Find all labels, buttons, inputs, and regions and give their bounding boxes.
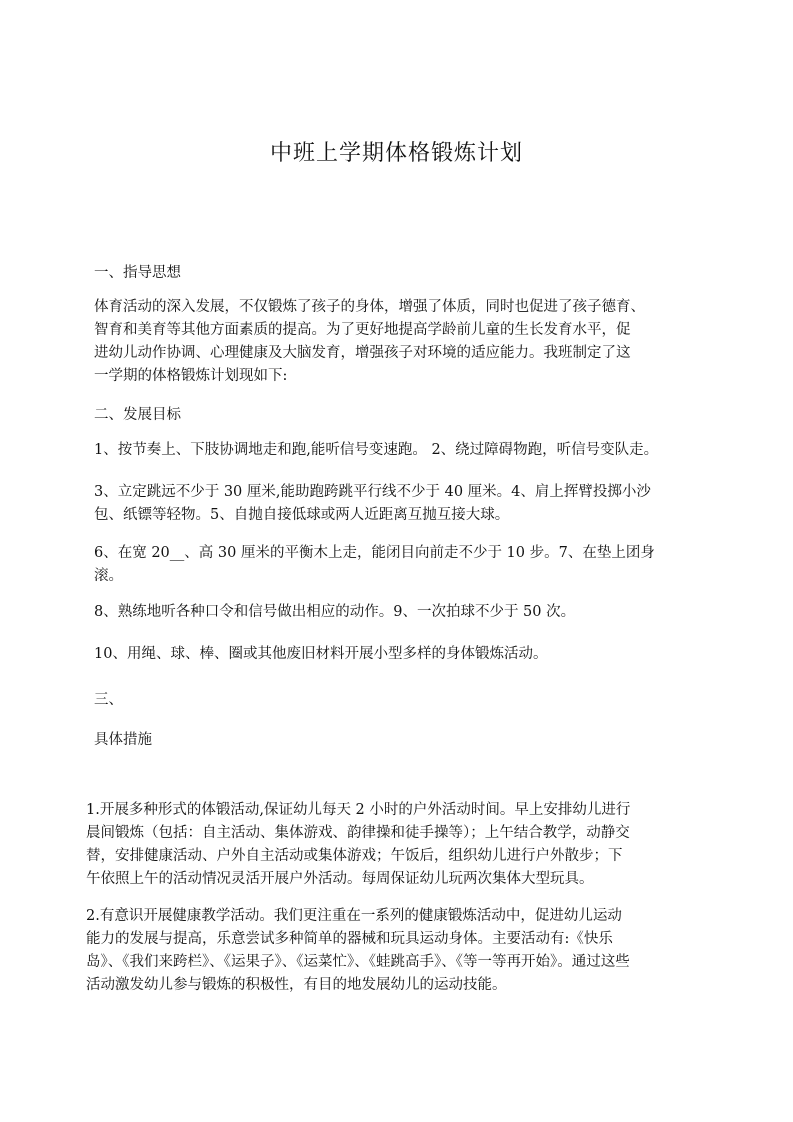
section-heading-development-goals: 二、发展目标 xyxy=(94,407,181,423)
paragraph-line: 1.开展多种形式的体锻活动,保证幼儿每天 2 小时的户外活动时间。早上安排幼儿进行 xyxy=(86,802,631,818)
paragraph-line: 活动激发幼儿参与锻炼的积极性，有目的地发展幼儿的运动技能。 xyxy=(86,977,507,993)
paragraph-line: 6、在宽 20__、高 30 厘米的平衡木上走，能闭目向前走不少于 10 步。7、在垫上团身 xyxy=(94,545,655,561)
goal-item-8-9: 8、熟练地听各种口令和信号做出相应的动作。9、一次拍球不少于 50 次。 xyxy=(94,604,576,620)
paragraph-line: 午依照上午的活动情况灵活开展户外活动。每周保证幼儿玩两次集体大型玩具。 xyxy=(86,871,594,887)
paragraph-line: 体育活动的深入发展，不仅锻炼了孩子的身体，增强了体质，同时也促进了孩子德育、 xyxy=(94,299,645,315)
goal-item-3-5 xyxy=(94,481,651,527)
guiding-ideology-paragraph xyxy=(94,296,645,388)
paragraph-line: 2.有意识开展健康教学活动。我们更注重在一系列的健康锻炼活动中，促进幼儿运动 xyxy=(86,908,622,924)
goal-item-6-7 xyxy=(94,542,655,588)
paragraph-line: 晨间锻炼（包括：自主活动、集体游戏、韵律操和徒手操等）；上午结合教学，动静交 xyxy=(86,825,630,841)
section-heading-specific-measures: 具体措施 xyxy=(94,732,152,748)
paragraph-line: 智育和美育等其他方面素质的提高。为了更好地提高学龄前儿童的生长发育水平，促 xyxy=(94,322,631,338)
section-heading-guiding-ideology: 一、指导思想 xyxy=(94,265,181,281)
paragraph-line: 能力的发展与提高，乐意尝试多种简单的器械和玩具运动身体。主要活动有:《快乐 xyxy=(86,931,613,947)
paragraph-line: 替，安排健康活动、户外自主活动或集体游戏；午饭后，组织幼儿进行户外散步；下 xyxy=(86,848,623,864)
goal-item-1-2: 1、按节奏上、下肢协调地走和跑,能听信号变速跑。 2、绕过障碍物跑，听信号变队走。 xyxy=(94,442,659,458)
section-number-three: 三、 xyxy=(94,692,123,708)
paragraph-line: 包、纸镖等轻物。5、自抛自接低球或两人近距离互抛互接大球。 xyxy=(94,507,510,523)
measure-item-2 xyxy=(86,905,630,997)
paragraph-line: 3、立定跳远不少于 30 厘米,能助跑跨跳平行线不少于 40 厘米。4、肩上挥臂投掷小沙 xyxy=(94,484,651,500)
measure-item-1 xyxy=(86,799,630,891)
paragraph-line: 进幼儿动作协调、心理健康及大脑发育，增强孩子对环境的适应能力。我班制定了这 xyxy=(94,345,631,361)
paragraph-line: 滚。 xyxy=(94,568,123,584)
goal-item-10: 10、用绳、球、棒、圈或其他废旧材料开展小型多样的身体锻炼活动。 xyxy=(94,646,548,662)
paragraph-line: 岛》、《我们来跨栏》、《运果子》、《运菜忙》、《蛙跳高手》、《等一等再开始》。通过这些 xyxy=(86,954,630,970)
document-title: 中班上学期体格锻炼计划 xyxy=(269,141,523,166)
paragraph-line: 一学期的体格锻炼计划现如下: xyxy=(94,368,288,384)
